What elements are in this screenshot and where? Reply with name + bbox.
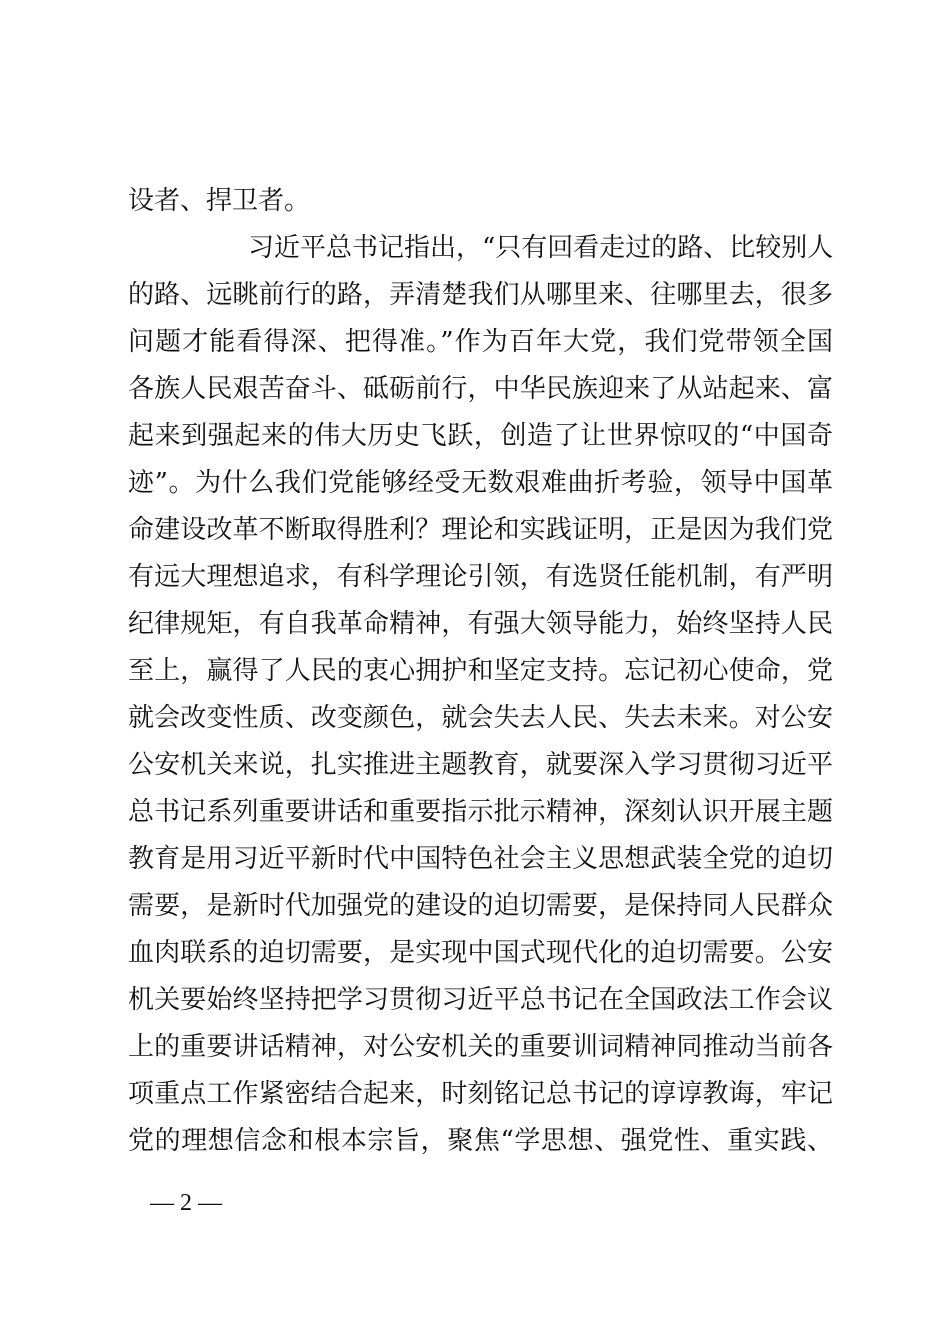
- text-line: 公安机关来说，扎实推进主题教育，就要深入学习贯彻习近平: [128, 750, 833, 780]
- text-line: 有远大理想追求，有科学理论引领，有选贤任能机制，有严明: [128, 562, 833, 592]
- text-line: 教育是用习近平新时代中国特色社会主义思想武装全党的迫切: [128, 844, 833, 874]
- text-line: 需要，是新时代加强党的建设的迫切需要，是保持同人民群众: [128, 891, 833, 921]
- text-line: 的路、远眺前行的路，弄清楚我们从哪里来、往哪里去，很多: [128, 280, 833, 310]
- text-line: 纪律规矩，有自我革命精神，有强大领导能力，始终坚持人民: [128, 609, 833, 639]
- text-line: 机关要始终坚持把学习贯彻习近平总书记在全国政法工作会议: [128, 985, 833, 1015]
- text-line: 项重点工作紧密结合起来，时刻铭记总书记的谆谆教诲，牢记: [128, 1079, 833, 1109]
- page-number: — 2 —: [150, 1190, 222, 1216]
- text-line: 设者、捍卫者。: [128, 186, 311, 216]
- text-line: 总书记系列重要讲话和重要指示批示精神，深刻认识开展主题: [128, 797, 833, 827]
- text-line: 起来到强起来的伟大历史飞跃，创造了让世界惊叹的“中国奇: [128, 421, 833, 451]
- text-line: 血肉联系的迫切需要，是实现中国式现代化的迫切需要。公安: [128, 938, 833, 968]
- body-text: [128, 178, 833, 1165]
- text-line: 迹”。为什么我们党能够经受无数艰难曲折考验，领导中国革: [128, 468, 833, 498]
- text-line: 就会改变性质、改变颜色，就会失去人民、失去未来。对公安: [128, 703, 833, 733]
- text-line: 各族人民艰苦奋斗、砥砺前行，中华民族迎来了从站起来、富: [128, 374, 833, 404]
- text-line: 问题才能看得深、把得准。”作为百年大党，我们党带领全国: [128, 327, 833, 357]
- text-line: 命建设改革不断取得胜利？理论和实践证明，正是因为我们党: [128, 515, 833, 545]
- paragraph-first-line: 习近平总书记指出，“只有回看走过的路、比较别人: [248, 233, 834, 263]
- text-line: 上的重要讲话精神，对公安机关的重要训词精神同推动当前各: [128, 1032, 833, 1062]
- text-line: 党的理想信念和根本宗旨，聚焦“学思想、强党性、重实践、: [128, 1126, 833, 1156]
- text-line: 至上，赢得了人民的衷心拥护和坚定支持。忘记初心使命，党: [128, 656, 833, 686]
